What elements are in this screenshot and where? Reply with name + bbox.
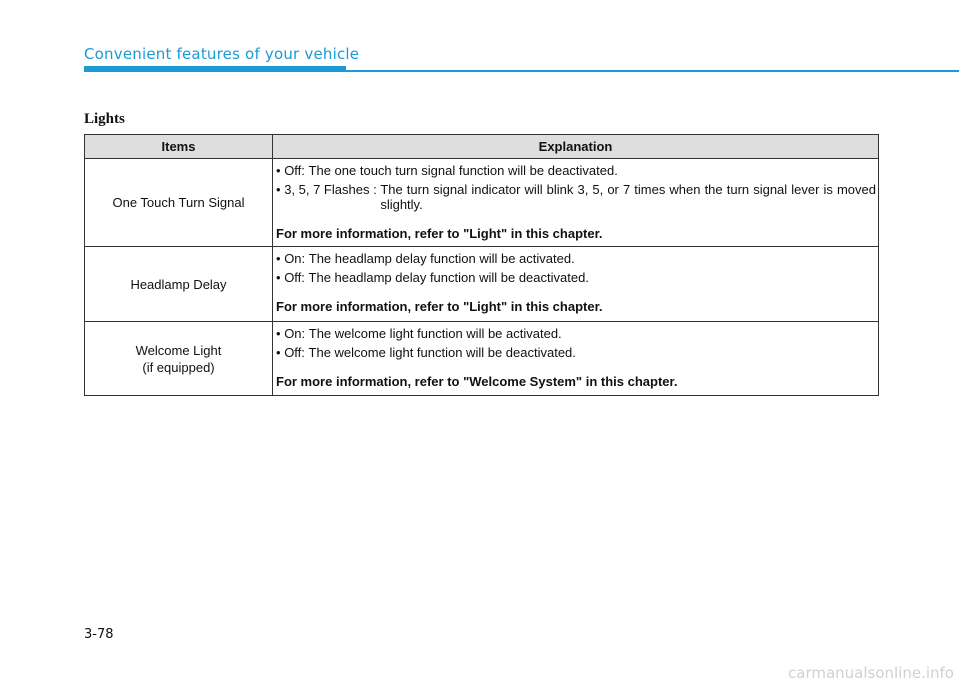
- column-header-explanation: Explanation: [273, 135, 879, 159]
- site-watermark: carmanualsonline.info: [788, 664, 954, 682]
- table-row: [85, 247, 879, 322]
- option-line: [276, 326, 876, 341]
- option-line: [276, 270, 876, 285]
- item-note: (if equipped): [142, 359, 215, 375]
- option-text: The welcome light function will be activated.: [308, 326, 562, 341]
- chapter-header-title: Convenient features of your vehicle: [84, 45, 360, 63]
- section-title: Lights: [84, 111, 125, 127]
- option-separator: :: [301, 345, 309, 360]
- lights-settings-table: [84, 134, 879, 396]
- bullet-icon: •: [276, 270, 281, 285]
- column-header-items: Items: [85, 135, 273, 159]
- bullet-icon: •: [276, 163, 281, 178]
- option-text: The headlamp delay function will be deactivated.: [308, 270, 589, 285]
- item-cell: [85, 322, 273, 396]
- option-text: The headlamp delay function will be activated.: [308, 251, 575, 266]
- bullet-icon: •: [276, 251, 281, 266]
- option-label: On: [284, 251, 302, 266]
- bullet-icon: •: [276, 182, 281, 197]
- option-label: Off: [284, 163, 302, 178]
- option-text: The welcome light function will be deactivated.: [308, 345, 576, 360]
- item-name: Headlamp Delay: [130, 276, 227, 292]
- option-label: 3, 5, 7 Flashes: [284, 182, 370, 197]
- option-line: [276, 163, 876, 178]
- option-separator: :: [369, 182, 381, 197]
- table-row: [85, 159, 879, 247]
- item-cell: [85, 159, 273, 247]
- bullet-icon: •: [276, 345, 281, 360]
- item-cell: [85, 247, 273, 322]
- explanation-cell: [273, 159, 879, 247]
- option-line: [276, 182, 876, 212]
- table-row: [85, 322, 879, 396]
- header-accent-bar: [84, 66, 346, 72]
- option-label: Off: [284, 345, 302, 360]
- option-label: Off: [284, 270, 302, 285]
- item-name: One Touch Turn Signal: [112, 195, 245, 210]
- explanation-cell: [273, 247, 879, 322]
- option-text: The turn signal indicator will blink 3, 5, or 7 times when the turn signal lever is moved slightly.: [380, 182, 876, 212]
- table-header-row: [85, 135, 879, 159]
- option-line: [276, 251, 876, 266]
- option-separator: :: [301, 270, 309, 285]
- reference-note: For more information, refer to "Light" in this chapter.: [276, 299, 603, 314]
- explanation-cell: [273, 322, 879, 396]
- option-line: [276, 345, 876, 360]
- option-separator: :: [301, 163, 309, 178]
- bullet-icon: •: [276, 326, 281, 341]
- option-text: The one touch turn signal function will be deactivated.: [308, 163, 618, 178]
- reference-note: For more information, refer to "Welcome System" in this chapter.: [276, 374, 678, 389]
- item-name: Welcome Light: [135, 342, 222, 358]
- option-separator: :: [301, 326, 309, 341]
- page-number: 3-78: [84, 627, 114, 642]
- reference-note: For more information, refer to "Light" in this chapter.: [276, 226, 603, 241]
- option-separator: :: [301, 251, 309, 266]
- option-label: On: [284, 326, 302, 341]
- header-rule-line: [346, 70, 959, 72]
